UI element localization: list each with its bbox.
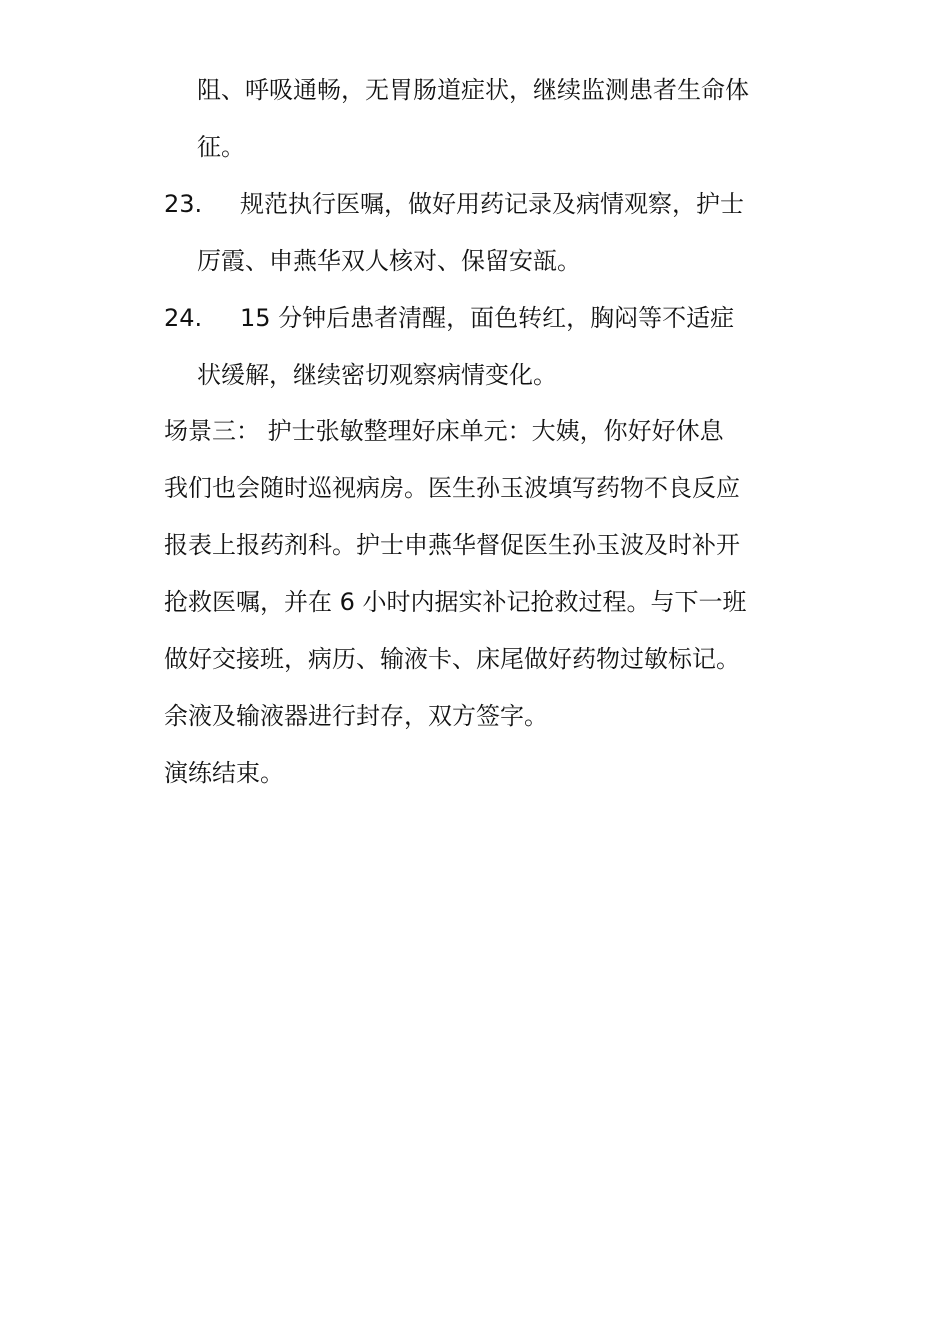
continued-item-line-1: 阻、呼吸通畅，无胃肠道症状，继续监测患者生命体: [197, 76, 749, 104]
list-item-24: [164, 302, 804, 334]
scene-3-line-6: 余液及输液器进行封存，双方签字。: [164, 702, 548, 730]
list-item-number: 23.: [164, 190, 203, 218]
scene-3-line-5: 做好交接班，病历、输液卡、床尾做好药物过敏标记。: [164, 645, 740, 673]
scene-3-line-3: 报表上报药剂科。护士申燕华督促医生孙玉波及时补开: [164, 531, 740, 559]
list-item-text: 15 分钟后患者清醒，面色转红，胸闷等不适症: [240, 304, 735, 332]
list-item-23: [164, 188, 804, 220]
drill-ending: 演练结束。: [164, 759, 284, 787]
scene-3-line-4: 抢救医嘱，并在 6 小时内据实补记抢救过程。与下一班: [164, 588, 747, 616]
list-item-24-line-2: 状缓解，继续密切观察病情变化。: [197, 361, 557, 389]
list-item-number: 24.: [164, 304, 203, 332]
continued-item-line-2: 征。: [197, 133, 245, 161]
list-item-23-line-2: 厉霞、申燕华双人核对、保留安瓿。: [197, 247, 581, 275]
list-item-text: 规范执行医嘱，做好用药记录及病情观察，护士: [240, 190, 744, 218]
scene-3-line-2: 我们也会随时巡视病房。医生孙玉波填写药物不良反应: [164, 474, 740, 502]
scene-3-line-1: 场景三： 护士张敏整理好床单元：大姨，你好好休息: [164, 417, 724, 445]
